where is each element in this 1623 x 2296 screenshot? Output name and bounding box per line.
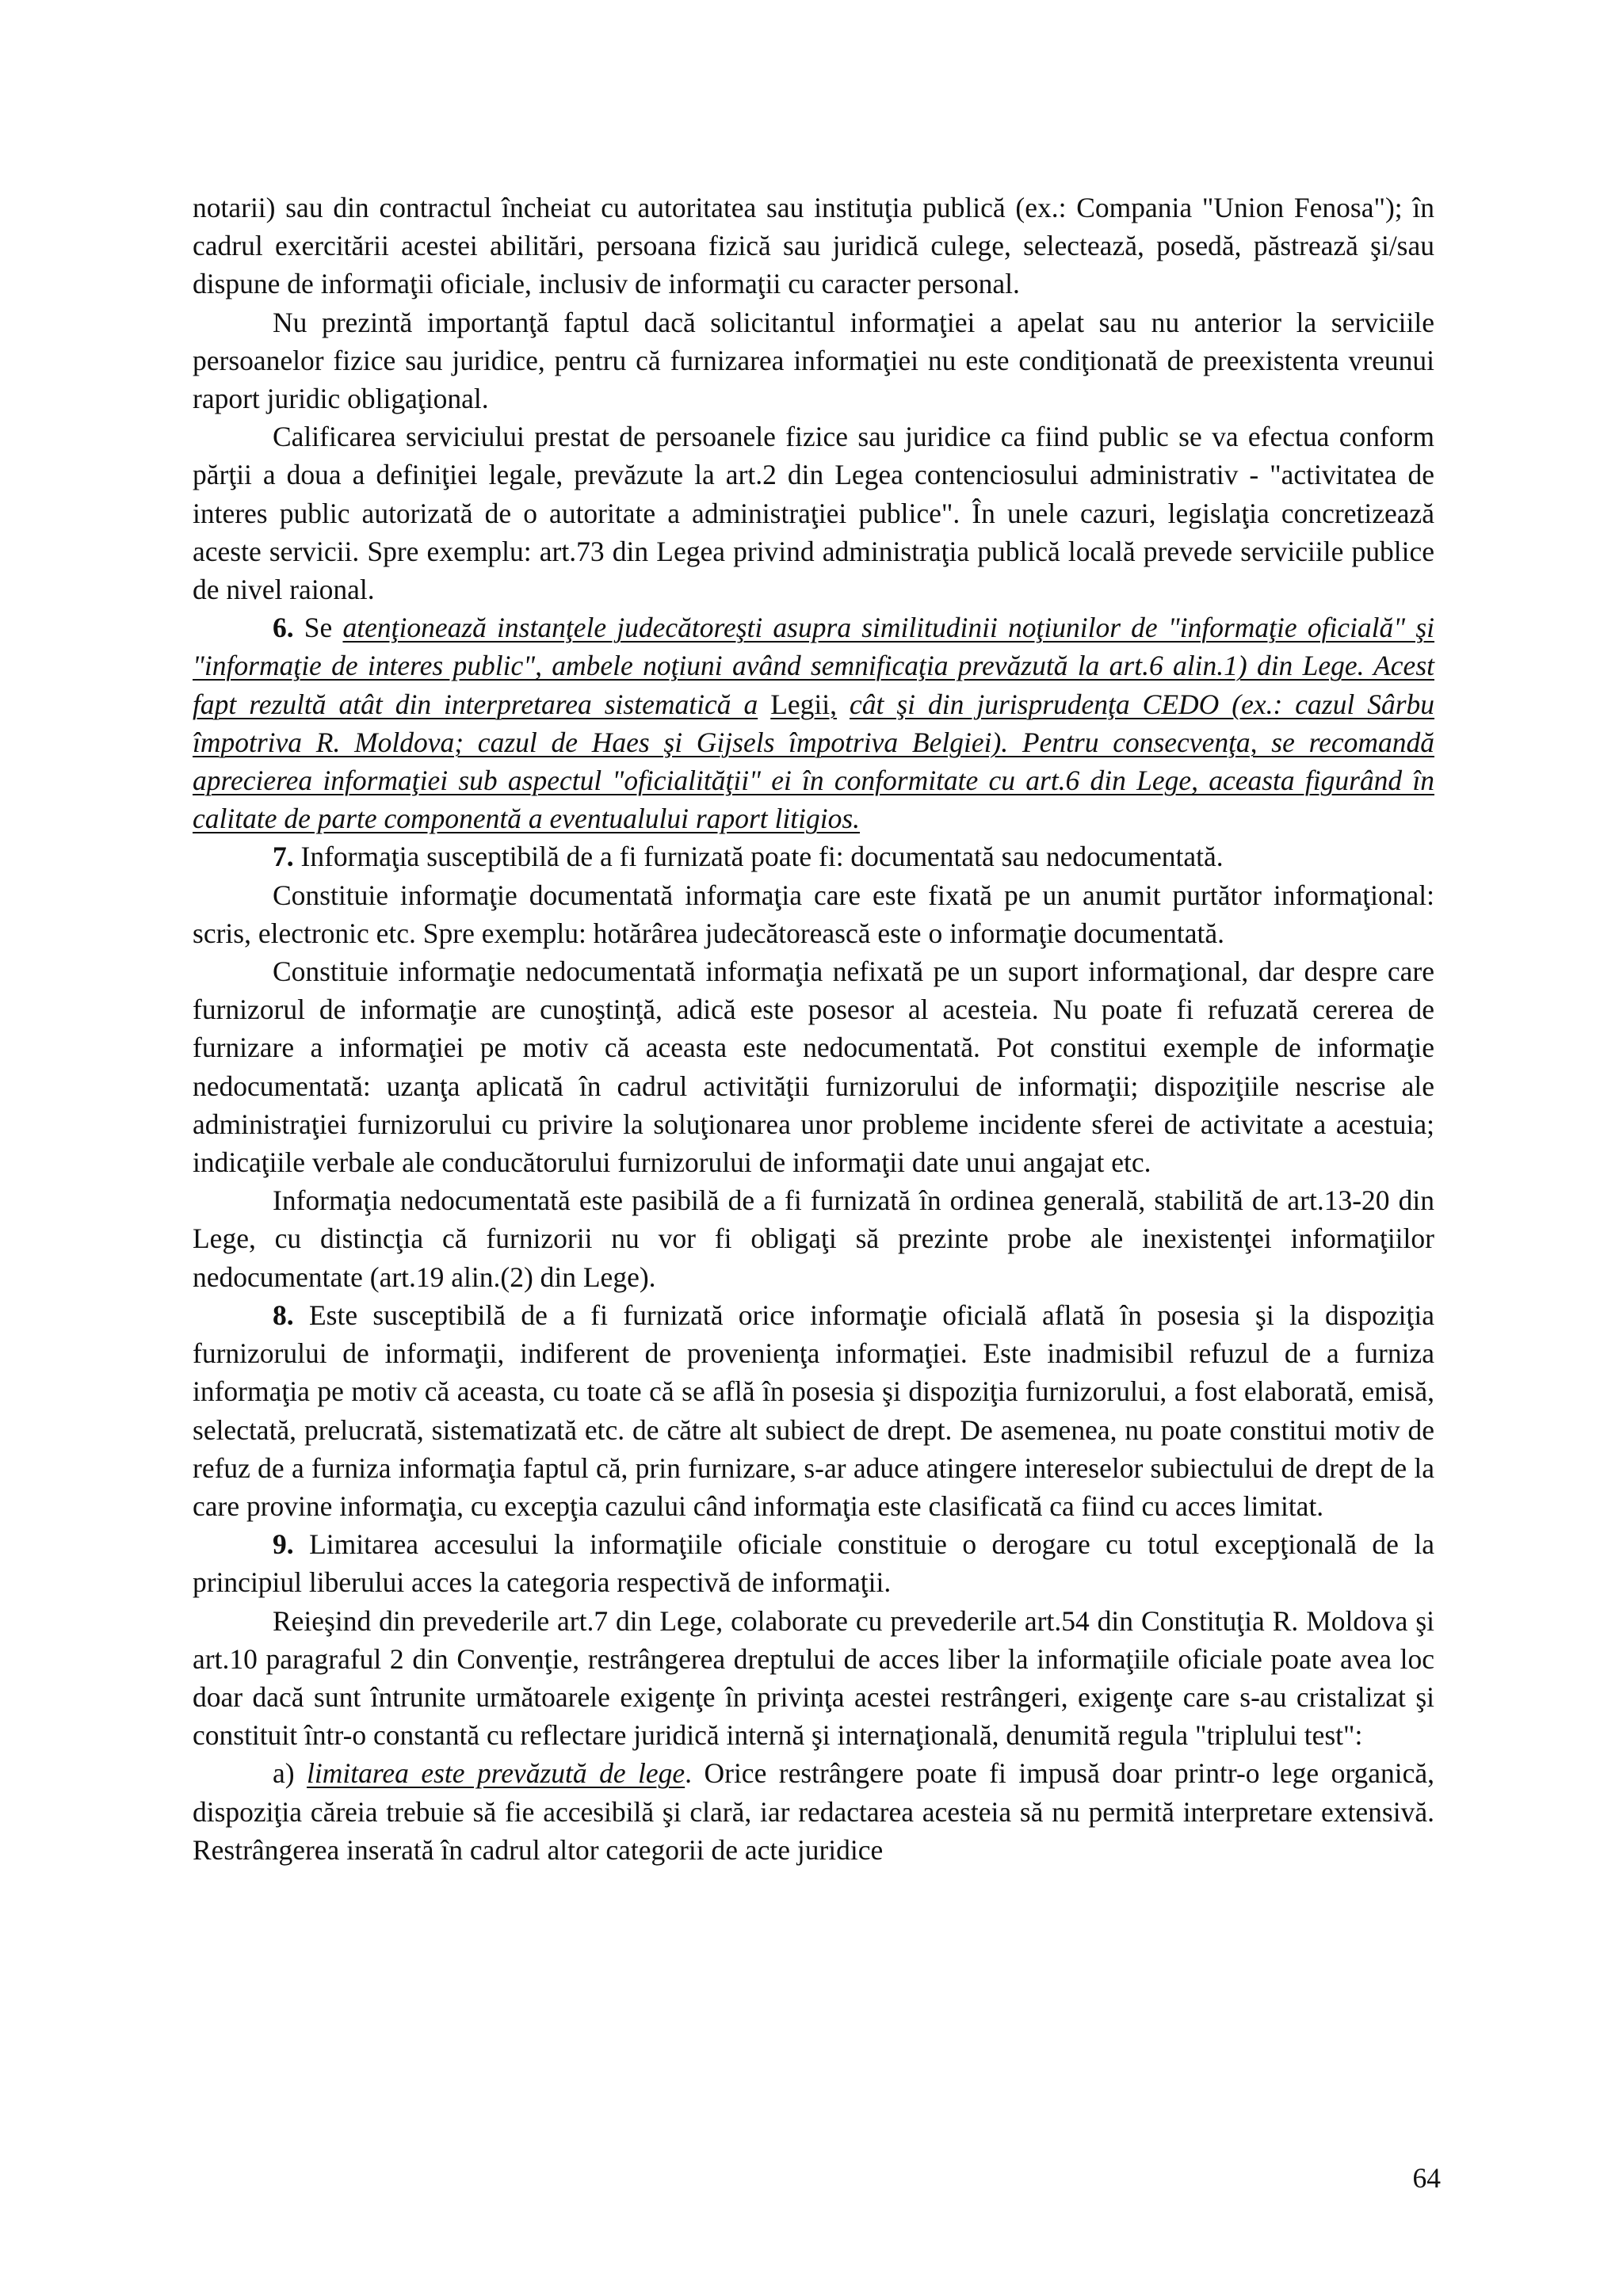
paragraph-text: Nu prezintă importanţă faptul dacă solicitantul informaţiei a apelat sau nu anterior la serviciile persoanelor fizice sau juridice, pentru că furnizarea informaţiei nu este condiţionată de preexistenta vreunui raport juridic obligaţional. <box>193 306 1434 415</box>
paragraph-text: Limitarea accesului la informaţiile oficiale constituie o derogare cu totul excepţională de la principiul liberului acces la categoria respectivă de informaţii. <box>193 1528 1434 1599</box>
paragraph-number: 9. <box>273 1528 294 1561</box>
paragraph-text: Se <box>304 612 333 644</box>
paragraph-text: Este susceptibilă de a fi furnizată orice informaţie oficială aflată în posesia şi la dispoziţia furnizorului de informaţii, indiferent de provenienţa informaţiei. Este inadmisibil refuzul de a furniza informaţia pe motiv că aceasta, cu toate că se află în posesia şi dispoziţia furnizorului, a fost elaborată, emisă, selectată, prelucrată, sistematizată etc. de către alt subiect de drept. De asemenea, nu poate constitui motiv de refuz de a furniza informaţia faptul că, prin furnizare, s-ar aduce atingere intereselor subiectului de drept de la care provine informaţia, cu excepţia cazului când informaţia este clasificată ca fiind cu acces limitat. <box>193 1299 1435 1522</box>
underlined-italic-text: limitarea este prevăzută de lege <box>307 1757 685 1790</box>
paragraph-number: 8. <box>273 1299 294 1331</box>
paragraph <box>193 1181 1434 1296</box>
underlined-text: Legii, <box>770 688 837 720</box>
paragraph-6 <box>193 608 1434 837</box>
paragraph <box>193 189 1434 303</box>
paragraph-8 <box>193 1296 1434 1525</box>
paragraph-7 <box>193 837 1434 875</box>
paragraph-text: Reieşind din prevederile art.7 din Lege, colaborate cu prevederile art.54 din Constituţia R. Moldova şi art.10 paragraful 2 din Convenţie, restrângerea dreptului de acces liber la informaţiile oficiale poate avea loc doar dacă sunt întrunite următoarele exigenţe în privinţa acestei restrângeri, exigenţe care s-au cristalizat şi constituit într-o constantă cu reflectare juridică internă şi internaţională, denumită regula "triplului test": <box>193 1604 1434 1752</box>
page-number: 64 <box>1412 2162 1441 2194</box>
underlined-italic-text: cât şi din jurisprudenţa CEDO (ex.: cazul Sârbu împotriva R. Moldova; cazul de Haes şi Gijsels împotriva Belgiei). Pentru consecvenţa, se recomandă aprecierea informaţiei sub aspectul "oficialităţii" ei în conformitate cu art.6 din Lege, aceasta figurând în calitate de parte componentă a eventualului raport litigios. <box>193 688 1435 835</box>
paragraph <box>193 952 1434 1181</box>
paragraph-text: Constituie informaţie documentată informaţia care este fixată pe un anumit purtător informaţional: scris, electronic etc. Spre exemplu: hotărârea judecătorească este o informaţie documentată. <box>193 879 1434 949</box>
body-text <box>193 189 1434 1869</box>
paragraph <box>193 876 1434 952</box>
paragraph <box>193 1602 1434 1755</box>
paragraph-text: Calificarea serviciului prestat de persoanele fizice sau juridice ca fiind public se va efectua conform părţii a doua a definiţiei legale, prevăzute la art.2 din Legea contenciosului administrativ - "activitatea de interes public autorizată de o autoritate a administraţiei publice". În unele cazuri, legislaţia concretizează aceste servicii. Spre exemplu: art.73 din Legea privind administraţia publică locală prevede serviciile publice de nivel raional. <box>193 421 1434 606</box>
paragraph <box>193 418 1434 608</box>
underlined-italic-text: atenţionează instanţele judecătoreşti asupra similitudinii noţiunilor de "informaţie oficială" şi "informaţie de interes public", ambele noţiuni având semnificaţia prevăzută la art.6 alin.1) din Lege. Acest fapt rezultă atât din interpretarea sistematică a <box>193 612 1435 720</box>
paragraph-a <box>193 1754 1434 1869</box>
paragraph-9 <box>193 1525 1434 1601</box>
paragraph-number: 6. <box>273 612 294 644</box>
paragraph <box>193 303 1434 418</box>
paragraph-text: Informaţia nedocumentată este pasibilă de a fi furnizată în ordinea generală, stabilită de art.13-20 din Lege, cu distincţia că furnizorii nu vor fi obligaţi să prezinte probe ale inexistenţei informaţiilor nedocumentate (art.19 alin.(2) din Lege). <box>193 1184 1434 1293</box>
paragraph-text: . Orice restrângere poate fi impusă doar printr-o lege organică, dispoziţia căreia trebuie să fie accesibilă şi clară, iar redactarea acesteia să nu permită interpretare extensivă. Restrângerea inserată în cadrul altor categorii de acte juridice <box>193 1757 1435 1866</box>
paragraph-text: Informaţia susceptibilă de a fi furnizată poate fi: documentată sau nedocumentată. <box>300 841 1224 873</box>
paragraph-text: notarii) sau din contractul încheiat cu autoritatea sau instituţia publică (ex.: Compania "Union Fenosa"); în cadrul exercitării acestei abilitări, persoana fizică sau juridică culege, selectează, posedă, păstrează şi/sau dispune de informaţii oficiale, inclusiv de informaţii cu caracter personal. <box>193 192 1434 300</box>
list-label: a) <box>273 1757 295 1790</box>
paragraph-number: 7. <box>273 841 294 873</box>
paragraph-text: Constituie informaţie nedocumentată informaţia nefixată pe un suport informaţional, dar despre care furnizorul de informaţie are cunoştinţă, adică este posesor al acesteia. Nu poate fi refuzată cererea de furnizare a informaţiei pe motiv că aceasta este nedocumentată. Pot constitui exemple de informaţie nedocumentată: uzanţa aplicată în cadrul activităţii furnizorului de informaţii; dispoziţiile nescrise ale administraţiei furnizorului cu privire la soluţionarea unor probleme incidente sferei de activitate a acestuia; indicaţiile verbale ale conducătorului furnizorului de informaţii date unui angajat etc. <box>193 955 1434 1179</box>
